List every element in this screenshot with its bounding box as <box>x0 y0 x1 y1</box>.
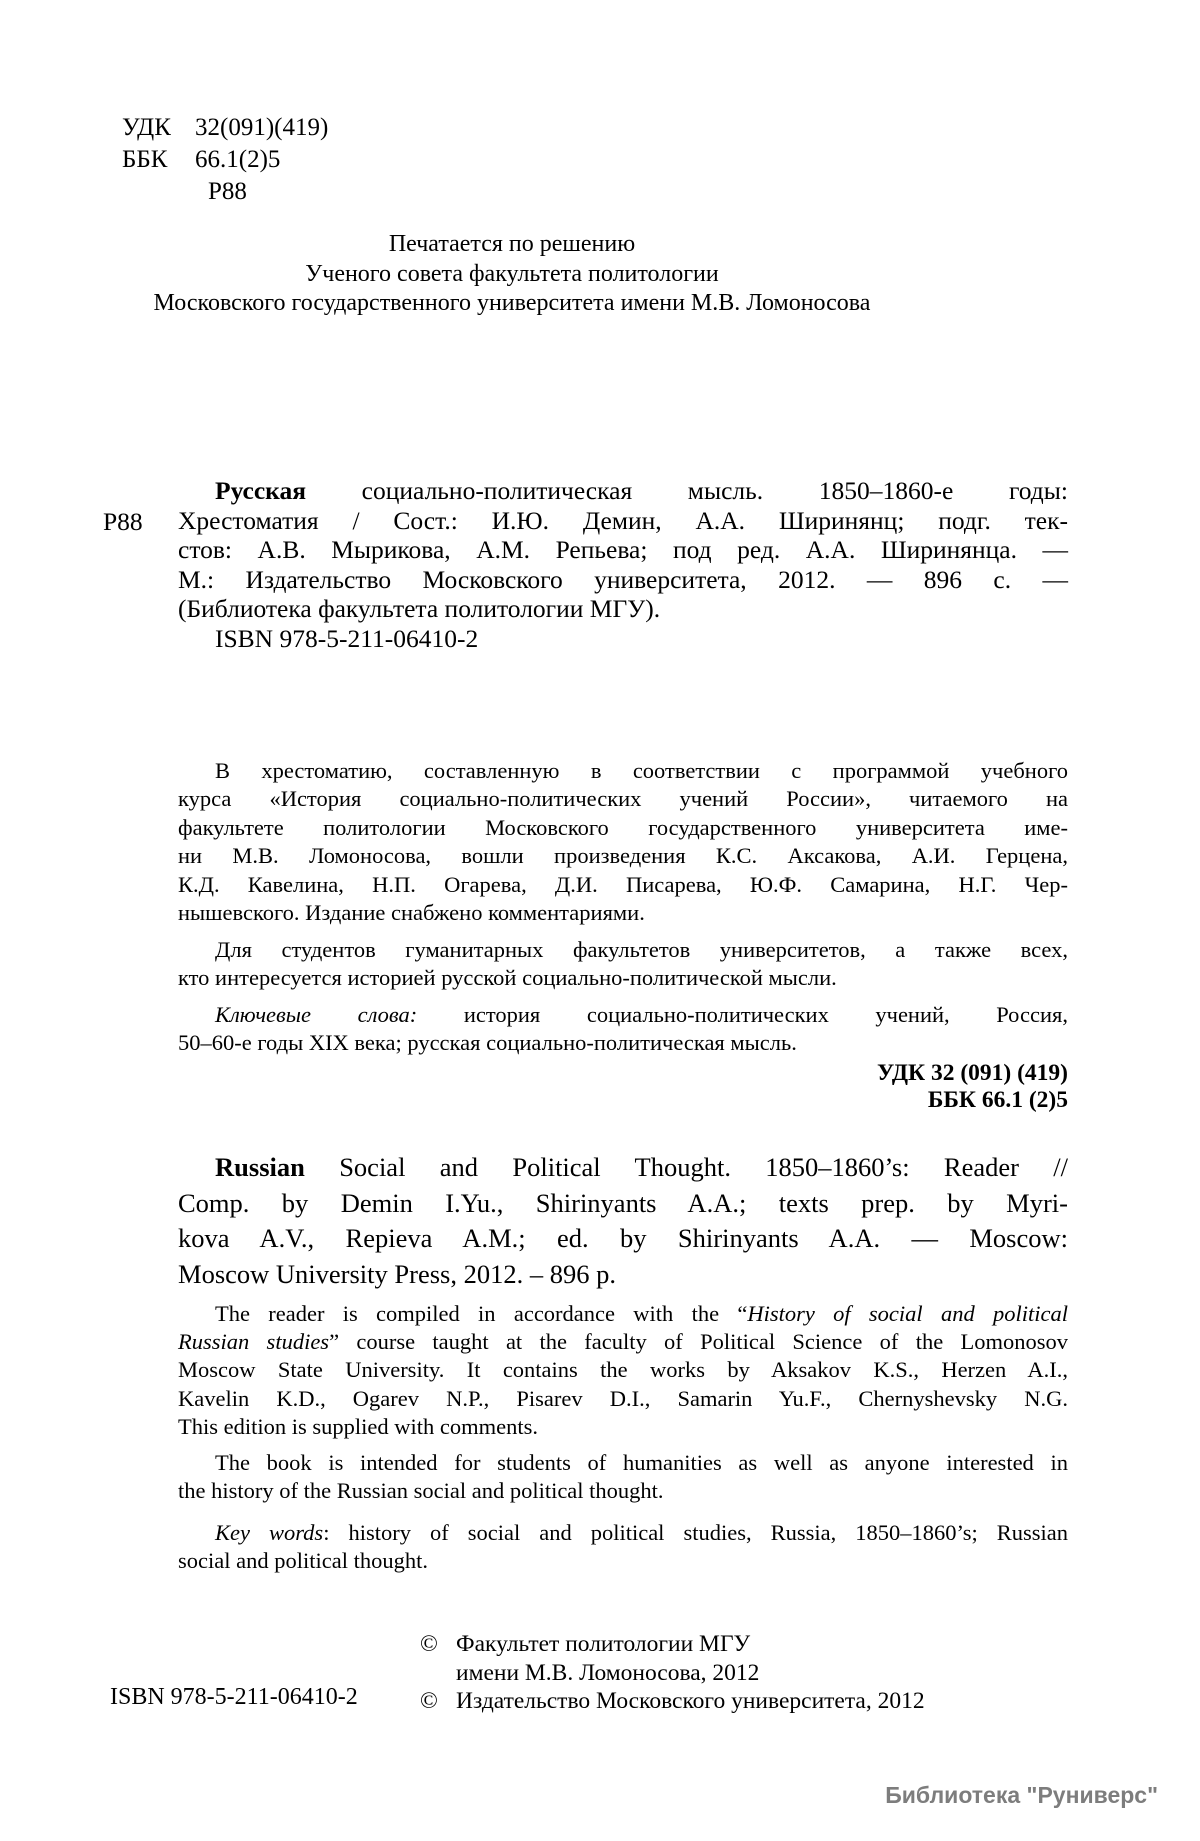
text-segment: Московского государственного университета имени М.В. Ломоносова <box>153 290 871 316</box>
text-line <box>178 1029 1068 1057</box>
text-line <box>178 899 1068 927</box>
text-segment: Хрестоматия / Сост.: И.Ю. Демин, А.А. Ширинянц; подг. тек- <box>178 505 1068 535</box>
text-line <box>178 565 1068 595</box>
text-segment: Social and Political Thought. 1850–1860’s: Reader // <box>304 1152 1068 1182</box>
text-line <box>178 785 1068 813</box>
text-line <box>178 506 1068 536</box>
bbk-value: 66.1(2)5 <box>195 146 281 173</box>
classification-codes-right <box>178 1060 1068 1113</box>
text-line <box>178 1300 1068 1328</box>
text-segment: : history of social and political studies, Russia, 1850–1860’s; Russian <box>323 1520 1069 1545</box>
text-segment: Key words <box>215 1520 324 1545</box>
text-segment: нышевского. Издание снабжено комментариями. <box>178 900 645 926</box>
text-line <box>178 1477 1068 1505</box>
text-segment: Печатается по решению <box>388 231 636 257</box>
bbk-code <box>122 144 328 176</box>
text-line <box>178 1356 1068 1384</box>
copyright-row <box>420 1630 925 1659</box>
text-line <box>178 1413 1068 1441</box>
text-segment: Russian studies <box>178 1329 330 1355</box>
text-line <box>178 1385 1068 1413</box>
resolution-note <box>57 230 967 319</box>
copyright-symbol: © <box>420 1688 438 1714</box>
text-line <box>178 624 1068 654</box>
udc-code <box>122 112 328 144</box>
text-segment: Moscow State University. It contains the works by Aksakov K.S., Herzen A.I., <box>178 1357 1068 1383</box>
text-line <box>178 1221 1068 1257</box>
text-segment: В хрестоматию, составленную в соответствии с программой учебного <box>215 758 1068 783</box>
keywords-ru <box>178 1001 1068 1058</box>
text-segment: the history of the Russian social and political thought. <box>178 1478 664 1504</box>
text-line <box>178 1519 1068 1547</box>
library-watermark: Библиотека "Руниверс" <box>885 1782 1158 1808</box>
text-segment: ни М.В. Ломоносова, вошли произведения К.С. Аксакова, А.И. Герцена, <box>178 843 1068 869</box>
annotation-en-paragraph-1 <box>178 1300 1068 1441</box>
annotation-ru-paragraph-1 <box>178 757 1068 927</box>
biblio-entry-ru <box>178 476 1068 654</box>
text-segment: факультете политологии Московского государственного университета име- <box>178 814 1068 840</box>
text-line <box>178 757 1068 785</box>
author-sign: Р88 <box>208 178 247 205</box>
text-segment: Для студентов гуманитарных факультетов университетов, а также всех, <box>215 937 1068 962</box>
annotation-ru-paragraph-2 <box>178 936 1068 993</box>
text-line <box>178 1257 1068 1293</box>
text-segment: кто интересуется историей русской социально-политической мысли. <box>178 965 837 991</box>
copyright-block <box>420 1630 925 1716</box>
text-line <box>178 964 1068 992</box>
text-segment: Kavelin K.D., Ogarev N.P., Pisarev D.I., Samarin Yu.F., Chernyshevsky N.G. <box>178 1385 1068 1411</box>
text-line <box>178 1328 1068 1356</box>
text-line <box>178 814 1068 842</box>
text-segment: стов: А.В. Мырикова, А.М. Репьева; под ред. А.А. Ширинянца. — <box>178 535 1068 565</box>
text-line <box>178 871 1068 899</box>
text-segment: социально-политическая мысль. 1850–1860-е годы: <box>306 476 1068 505</box>
text-segment: kova A.V., Repieva A.M.; ed. by Shirinyants A.A. — Moscow: <box>178 1223 1068 1253</box>
text-segment: ISBN 978-5-211-06410-2 <box>215 623 479 653</box>
copyright-symbol: © <box>420 1631 438 1657</box>
isbn-bottom: ISBN 978-5-211-06410-2 <box>110 1684 358 1710</box>
text-segment: К.Д. Кавелина, Н.П. Огарева, Д.И. Писарева, Ю.Ф. Самарина, Н.Г. Чер- <box>178 871 1068 897</box>
copyright-text: имени М.В. Ломоносова, 2012 <box>456 1659 760 1686</box>
copyright-row <box>420 1687 925 1716</box>
udc-label: УДК <box>122 114 171 141</box>
bbk-code-right: ББК 66.1 (2)5 <box>927 1086 1068 1113</box>
text-line <box>178 476 1068 506</box>
keywords-en <box>178 1519 1068 1575</box>
text-segment: история социально-политических учений, Россия, <box>417 1002 1068 1027</box>
copyright-text: Издательство Московского университета, 2012 <box>456 1688 925 1714</box>
text-segment: Ключевые слова: <box>215 1002 418 1027</box>
text-segment: History of social and political <box>747 1301 1068 1326</box>
copyright-row <box>420 1659 925 1688</box>
text-line <box>178 842 1068 870</box>
text-line <box>178 594 1068 624</box>
text-segment: М.: Издательство Московского университета, 2012. — 896 с. — <box>178 564 1068 594</box>
text-segment: Ученого совета факультета политологии <box>305 260 719 287</box>
biblio-entry-en <box>178 1150 1068 1292</box>
text-segment: Russian <box>215 1152 305 1182</box>
text-segment: The reader is compiled in accordance with the “ <box>215 1301 748 1326</box>
text-segment: Comp. by Demin I.Yu., Shirinyants A.A.; texts prep. by Myri- <box>178 1187 1068 1218</box>
text-line <box>57 260 967 290</box>
text-line <box>57 289 967 319</box>
text-line <box>178 1547 1068 1575</box>
text-line <box>178 535 1068 565</box>
author-sign-margin: Р88 <box>103 507 143 536</box>
annotation-en-paragraph-2 <box>178 1449 1068 1505</box>
copyright-text: Факультет политологии МГУ <box>456 1631 751 1657</box>
text-line <box>178 936 1068 964</box>
bbk-label: ББК <box>122 146 168 173</box>
classification-codes-top <box>122 112 328 208</box>
text-line <box>178 1186 1068 1222</box>
text-line <box>178 1150 1068 1186</box>
text-line <box>178 1449 1068 1477</box>
text-segment: 50–60-е годы XIX века; русская социально-политическая мысль. <box>178 1030 797 1056</box>
text-segment: Moscow University Press, 2012. – 896 p. <box>178 1258 616 1289</box>
text-segment: This edition is supplied with comments. <box>178 1413 538 1439</box>
text-segment: ” course taught at the faculty of Political Science of the Lomonosov <box>329 1329 1068 1355</box>
text-segment: Русская <box>215 476 307 505</box>
text-segment: (Библиотека факультета политологии МГУ). <box>178 594 661 624</box>
udc-value: 32(091)(419) <box>195 114 329 141</box>
udc-code-right: УДК 32 (091) (419) <box>876 1060 1068 1086</box>
text-segment: The book is intended for students of humanities as well as anyone interested in <box>215 1450 1068 1475</box>
text-line <box>57 230 967 260</box>
text-segment: social and political thought. <box>178 1548 428 1574</box>
text-line <box>178 1001 1068 1029</box>
text-segment: курса «История социально-политических учений России», читаемого на <box>178 786 1068 812</box>
copyright-symbol <box>420 1659 456 1688</box>
